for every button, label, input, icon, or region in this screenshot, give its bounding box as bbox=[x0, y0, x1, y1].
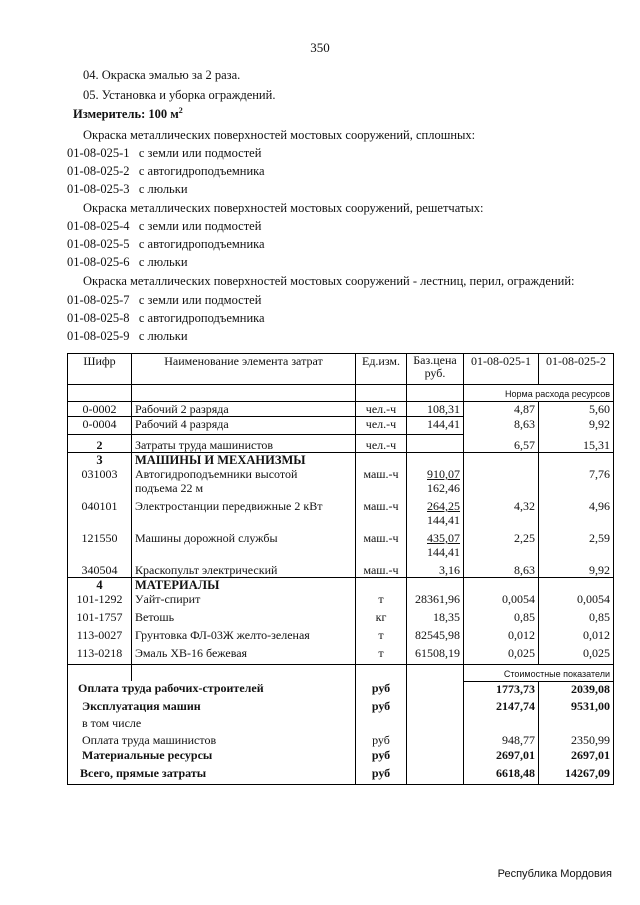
group2-title: Окраска металлических поверхностей мостовых сооружений, решетчатых: bbox=[83, 201, 484, 215]
table-row: 040101 Электростанции передвижные 2 кВт маш.-ч 264,25 144,41 4,32 4,96 bbox=[68, 495, 614, 527]
section-row-machines: 3 МАШИНЫ И МЕХАНИЗМЫ bbox=[68, 453, 614, 468]
meter-label: Измеритель: 100 м bbox=[73, 107, 179, 122]
header-col2: 01-08-025-2 bbox=[539, 354, 614, 385]
table-row: 101-1757 Ветошь кг 18,35 0,85 0,85 bbox=[68, 610, 614, 628]
header-unit: Ед.изм. bbox=[356, 354, 407, 385]
table-row: 113-0027 Грунтовка ФЛ-03Ж желто-зеленая т 82545,98 0,012 0,012 bbox=[68, 628, 614, 646]
table-row: 121550 Машины дорожной службы маш.-ч 435,07 144,41 2,25 2,59 bbox=[68, 527, 614, 559]
group1-item: 01-08-025-3 с люльки bbox=[67, 182, 188, 196]
cost-label: Стоимостные показатели bbox=[464, 664, 614, 681]
group1-item: 01-08-025-1 с земли или подмостей bbox=[67, 146, 262, 160]
norm-label-row bbox=[68, 385, 614, 402]
resources-table bbox=[67, 353, 614, 785]
section-row-materials: 4 МАТЕРИАЛЫ bbox=[68, 578, 614, 593]
table-row: 340504 Краскопульт электрический маш.-ч 3,16 8,63 9,92 bbox=[68, 559, 614, 578]
table-row: 0-0004 Рабочий 4 разряда чел.-ч 144,41 8,63 9,92 bbox=[68, 417, 614, 435]
group1-item: 01-08-025-2 с автогидроподъемника bbox=[67, 164, 265, 178]
page-number: 350 bbox=[310, 40, 330, 55]
header-col1: 01-08-025-1 bbox=[464, 354, 539, 385]
cost-row: Материальные ресурсы руб 2697,01 2697,01 bbox=[68, 748, 614, 766]
cost-row: Оплата труда машинистов руб 948,77 2350,99 bbox=[68, 730, 614, 748]
cost-label-row bbox=[68, 664, 614, 681]
table-row: 031003 Автогидроподъемники высотой подъема 22 м маш.-ч 910,07 162,46 7,76 bbox=[68, 467, 614, 495]
group3-item: 01-08-025-9 с люльки bbox=[67, 329, 188, 343]
table-header-row bbox=[68, 354, 614, 385]
operation-5: 05. Установка и уборка ограждений. bbox=[83, 88, 276, 102]
group3-item: 01-08-025-8 с автогидроподъемника bbox=[67, 311, 265, 325]
norm-label: Норма расхода ресурсов bbox=[464, 385, 614, 402]
table-row: 0-0002 Рабочий 2 разряда чел.-ч 108,31 4,87 5,60 bbox=[68, 402, 614, 417]
cost-row: Оплата труда рабочих-строителей руб 1773,73 2039,08 bbox=[68, 681, 614, 699]
operation-4: 04. Окраска эмалью за 2 раза. bbox=[83, 68, 241, 82]
table-row: 2 Затраты труда машинистов чел.-ч 6,57 15,31 bbox=[68, 435, 614, 453]
table-row: 101-1292 Уайт-спирит т 28361,96 0,0054 0,0054 bbox=[68, 592, 614, 610]
meter-superscript: 2 bbox=[178, 106, 183, 115]
table-row: 113-0218 Эмаль ХВ-16 бежевая т 61508,19 0,025 0,025 bbox=[68, 646, 614, 664]
footer-region: Республика Мордовия bbox=[497, 868, 612, 880]
group2-item: 01-08-025-4 с земли или подмостей bbox=[67, 219, 262, 233]
group2-item: 01-08-025-6 с люльки bbox=[67, 255, 188, 269]
group1-title: Окраска металлических поверхностей мостовых сооружений, сплошных: bbox=[83, 128, 476, 142]
header-code: Шифр bbox=[68, 354, 132, 385]
group2-item: 01-08-025-5 с автогидроподъемника bbox=[67, 237, 265, 251]
header-price: Баз.цена руб. bbox=[407, 354, 464, 385]
header-name: Наименование элемента затрат bbox=[132, 354, 356, 385]
cost-row-total: Всего, прямые затраты руб 6618,48 14267,09 bbox=[68, 766, 614, 784]
group3-item: 01-08-025-7 с земли или подмостей bbox=[67, 293, 262, 307]
meter-line bbox=[73, 106, 183, 122]
cost-row: Эксплуатация машин в том числе руб 2147,74 9531,00 bbox=[68, 699, 614, 730]
group3-title: Окраска металлических поверхностей мостовых сооружений - лестниц, перил, ограждений: bbox=[83, 274, 575, 288]
